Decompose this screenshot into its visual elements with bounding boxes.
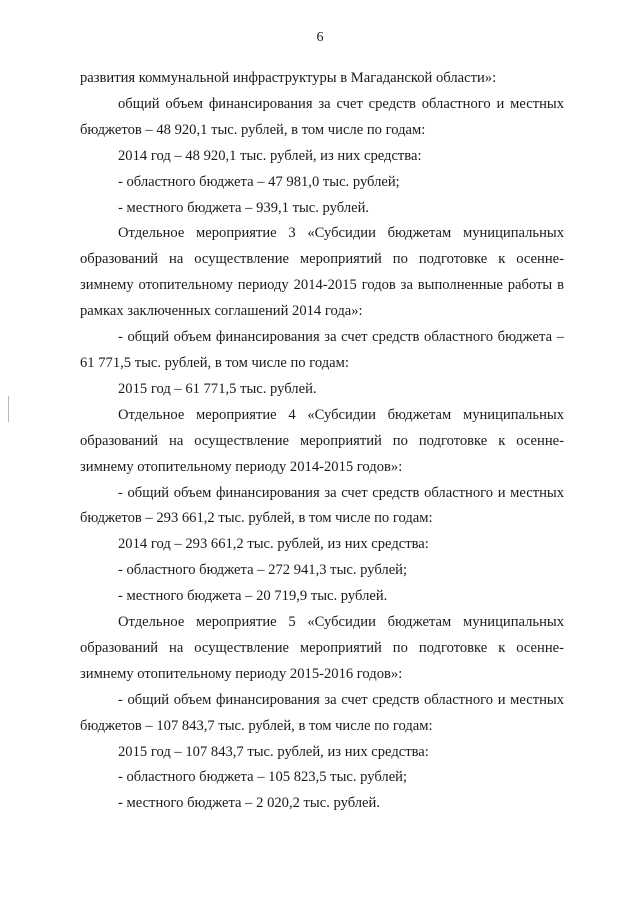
paragraph-year: 2014 год – 48 920,1 тыс. рублей, из них средства: — [118, 147, 422, 164]
paragraph-measure-4: Отдельное мероприятие 4 «Субсидии бюджетам муниципальных образований на осуществление мероприятий по подготовке к осенне-зимнему отопительному периоду 2014-2015 годов»: — [80, 406, 564, 475]
document-body — [80, 66, 564, 817]
margin-mark — [8, 396, 9, 422]
paragraph-local-budget: - местного бюджета – 20 719,9 тыс. рублей. — [118, 588, 388, 605]
paragraph-year: 2015 год – 107 843,7 тыс. рублей, из них средства: — [118, 743, 429, 760]
paragraph-regional-budget: - областного бюджета – 272 941,3 тыс. рублей; — [118, 562, 408, 579]
paragraph-measure-5: Отдельное мероприятие 5 «Субсидии бюджетам муниципальных образований на осуществление мероприятий по подготовке к осенне-зимнему отопительному периоду 2015-2016 годов»: — [80, 614, 564, 682]
paragraph-regional-budget: - областного бюджета – 105 823,5 тыс. рублей; — [118, 769, 408, 786]
paragraph-local-budget: - местного бюджета – 2 020,2 тыс. рублей. — [118, 795, 380, 812]
paragraph-regional-budget: - областного бюджета – 47 981,0 тыс. рублей; — [118, 173, 400, 190]
paragraph-total-financing: - общий объем финансирования за счет средств областного и местных бюджетов – 107 843,7 тыс. рублей, в том числе по годам: — [80, 691, 564, 734]
paragraph-year: 2014 год – 293 661,2 тыс. рублей, из них средства: — [118, 536, 429, 553]
page-number: 6 — [316, 30, 324, 45]
paragraph-local-budget: - местного бюджета – 939,1 тыс. рублей. — [118, 199, 370, 216]
paragraph-continuation: развития коммунальной инфраструктуры в Магаданской области»: — [80, 70, 497, 86]
paragraph-total-financing: - общий объем финансирования за счет средств областного и местных бюджетов – 293 661,2 тыс. рублей, в том числе по годам: — [80, 484, 564, 527]
paragraph-total-financing: - общий объем финансирования за счет средств областного бюджета – 61 771,5 тыс. рублей, в том числе по годам: — [80, 329, 564, 371]
paragraph-measure-3: Отдельное мероприятие 3 «Субсидии бюджетам муниципальных образований на осуществление мероприятий по подготовке к осенне-зимнему отопительному периоду 2014-2015 годов за выполненные работы в рамках заключенных соглашений 2014 года»: — [80, 225, 564, 320]
paragraph-total-financing: общий объем финансирования за счет средств областного и местных бюджетов – 48 920,1 тыс. рублей, в том числе по годам: — [80, 95, 564, 138]
paragraph-year: 2015 год – 61 771,5 тыс. рублей. — [118, 380, 317, 397]
